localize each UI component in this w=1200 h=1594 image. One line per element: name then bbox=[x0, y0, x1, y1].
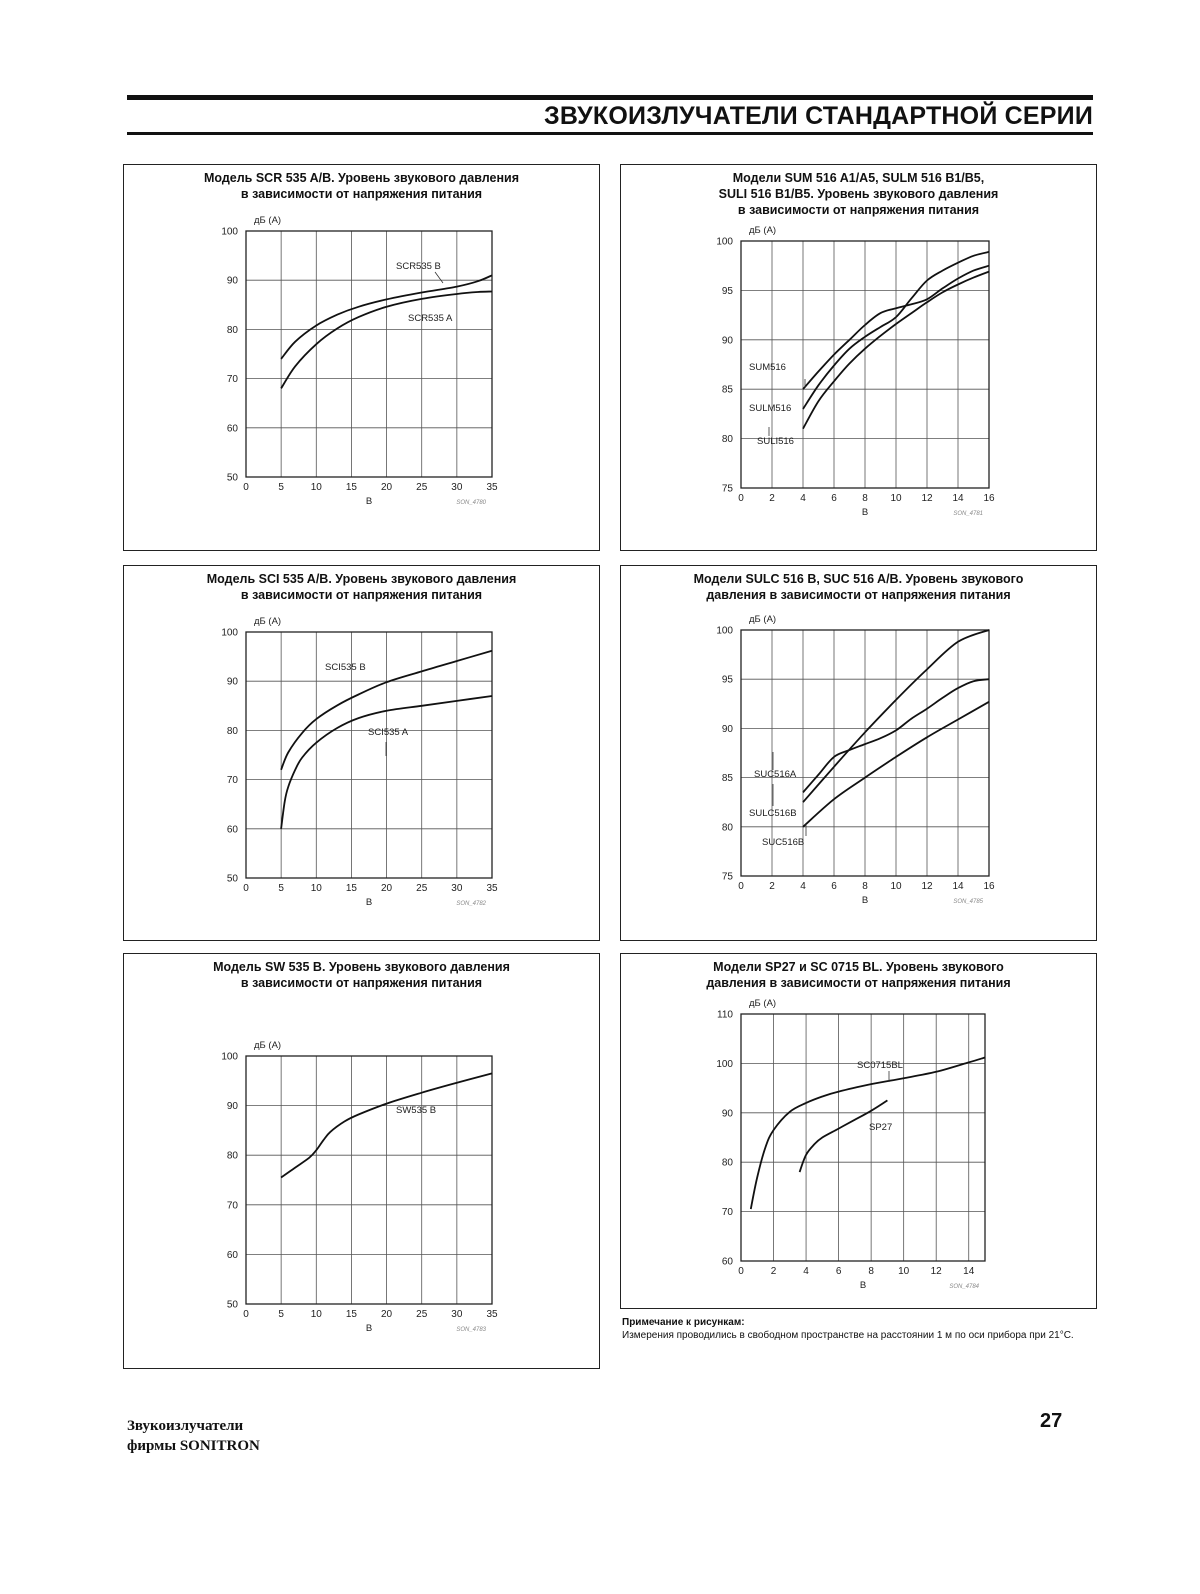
series-line bbox=[800, 1100, 888, 1172]
y-tick-label: 70 bbox=[226, 374, 238, 386]
x-axis-label: В bbox=[859, 1280, 867, 1291]
x-tick-label: 0 bbox=[243, 482, 249, 493]
y-axis-label: дБ (А) bbox=[254, 1040, 282, 1051]
x-tick-label: 16 bbox=[983, 881, 995, 892]
x-tick-label: 6 bbox=[831, 881, 837, 892]
y-tick-label: 85 bbox=[721, 384, 733, 396]
x-tick-label: 12 bbox=[921, 493, 933, 504]
x-tick-label: 5 bbox=[278, 883, 284, 894]
chart-panel-sci535 bbox=[123, 565, 600, 941]
page-number: 27 bbox=[1040, 1410, 1063, 1432]
footer-publisher bbox=[127, 1416, 260, 1456]
series-line bbox=[751, 1058, 985, 1210]
note-text: Измерения проводились в свободном пространстве на расстоянии 1 м по оси прибора при 21°С. bbox=[622, 1330, 1074, 1341]
y-tick-label: 60 bbox=[721, 1256, 733, 1268]
x-tick-label: 2 bbox=[769, 493, 775, 504]
x-tick-label: 0 bbox=[738, 881, 744, 892]
y-tick-label: 80 bbox=[226, 1150, 238, 1162]
y-axis-label: дБ (А) bbox=[254, 616, 282, 627]
y-tick-label: 100 bbox=[716, 625, 733, 637]
x-tick-label: 30 bbox=[451, 1309, 463, 1320]
y-tick-label: 50 bbox=[226, 873, 238, 885]
y-tick-label: 50 bbox=[226, 1299, 238, 1311]
x-tick-label: 4 bbox=[800, 881, 806, 892]
plot-area bbox=[246, 231, 492, 477]
y-tick-label: 95 bbox=[721, 285, 733, 297]
series-label: SUM516 bbox=[749, 362, 786, 373]
y-tick-label: 90 bbox=[226, 676, 238, 688]
chart-svg bbox=[621, 165, 1098, 552]
x-tick-label: 20 bbox=[381, 883, 393, 894]
x-tick-label: 8 bbox=[862, 881, 868, 892]
x-tick-label: 0 bbox=[243, 883, 249, 894]
series-label: SP27 bbox=[869, 1122, 893, 1133]
x-tick-label: 14 bbox=[952, 881, 964, 892]
x-tick-label: 10 bbox=[310, 883, 322, 894]
chart-title: Модель SW 535 B. Уровень звукового давления в зависимости от напряжения питания bbox=[213, 960, 510, 990]
x-tick-label: 6 bbox=[835, 1266, 842, 1277]
header-rule-bottom bbox=[127, 132, 1093, 135]
y-tick-label: 90 bbox=[226, 1101, 238, 1113]
chart-svg bbox=[621, 566, 1098, 942]
figure-code: SON_4782 bbox=[456, 901, 486, 907]
plot-area bbox=[246, 632, 492, 878]
x-tick-label: 12 bbox=[930, 1266, 942, 1277]
y-tick-label: 75 bbox=[721, 483, 733, 495]
y-tick-label: 85 bbox=[721, 773, 733, 785]
figure-code: SON_4785 bbox=[953, 899, 983, 905]
chart-title: Модели SULC 516 B, SUC 516 A/B. Уровень звукового давления в зависимости от напряжения питания bbox=[693, 572, 1024, 602]
y-tick-label: 90 bbox=[721, 335, 733, 347]
x-tick-label: 25 bbox=[416, 1309, 428, 1320]
x-tick-label: 25 bbox=[416, 883, 428, 894]
x-axis-label: В bbox=[365, 496, 373, 507]
y-tick-label: 100 bbox=[716, 1058, 733, 1070]
y-tick-label: 80 bbox=[226, 725, 238, 737]
x-tick-label: 8 bbox=[868, 1266, 874, 1277]
x-tick-label: 10 bbox=[890, 493, 902, 504]
chart-panel-sulc516 bbox=[620, 565, 1097, 941]
x-tick-label: 30 bbox=[451, 482, 463, 493]
x-axis-label: В bbox=[861, 895, 869, 906]
series-label: SULM516 bbox=[749, 403, 792, 414]
series-label: SCI535 A bbox=[368, 727, 409, 738]
chart-title: Модель SCR 535 A/B. Уровень звукового давления в зависимости от напряжения питания bbox=[203, 171, 520, 201]
x-tick-label: 10 bbox=[310, 1309, 322, 1320]
x-tick-label: 15 bbox=[345, 1309, 357, 1320]
footer-line-2: фирмы SONITRON bbox=[127, 1438, 260, 1454]
x-tick-label: 5 bbox=[278, 1309, 284, 1320]
series-label: SULI516 bbox=[757, 436, 794, 447]
x-tick-label: 0 bbox=[243, 1309, 249, 1320]
y-axis-label: дБ (А) bbox=[254, 215, 282, 226]
series-label: SUC516B bbox=[762, 837, 805, 848]
x-tick-label: 14 bbox=[952, 493, 964, 504]
figure-code: SON_4780 bbox=[456, 500, 486, 506]
x-tick-label: 10 bbox=[890, 881, 902, 892]
x-tick-label: 35 bbox=[486, 482, 498, 493]
x-tick-label: 2 bbox=[769, 881, 775, 892]
x-tick-label: 0 bbox=[738, 1266, 744, 1277]
chart-panel-sw535 bbox=[123, 953, 600, 1369]
x-tick-label: 20 bbox=[381, 482, 393, 493]
plot-area bbox=[741, 1014, 985, 1261]
y-tick-label: 90 bbox=[721, 723, 733, 735]
series-label: SCR535 A bbox=[408, 313, 453, 324]
figure-code: SON_4781 bbox=[953, 511, 983, 517]
chart-panel-scr535 bbox=[123, 164, 600, 551]
chart-svg bbox=[124, 954, 601, 1370]
y-tick-label: 50 bbox=[226, 472, 238, 484]
x-tick-label: 20 bbox=[381, 1309, 393, 1320]
chart-svg bbox=[621, 954, 1098, 1310]
x-tick-label: 8 bbox=[862, 493, 868, 504]
y-tick-label: 100 bbox=[221, 226, 238, 238]
x-axis-label: В bbox=[861, 507, 869, 518]
x-tick-label: 10 bbox=[898, 1266, 910, 1277]
x-tick-label: 30 bbox=[451, 883, 463, 894]
x-tick-label: 0 bbox=[738, 493, 744, 504]
figure-code: SON_4784 bbox=[949, 1284, 979, 1290]
x-tick-label: 4 bbox=[800, 493, 806, 504]
x-tick-label: 16 bbox=[983, 493, 995, 504]
x-tick-label: 10 bbox=[310, 482, 322, 493]
x-tick-label: 12 bbox=[921, 881, 933, 892]
chart-svg bbox=[124, 165, 601, 552]
plot-area bbox=[246, 1056, 492, 1304]
header-rule-top bbox=[127, 95, 1093, 100]
series-label: SCR535 B bbox=[396, 261, 441, 272]
y-tick-label: 90 bbox=[226, 275, 238, 287]
note-title: Примечание к рисункам: bbox=[622, 1317, 745, 1328]
series-label: SUC516A bbox=[754, 769, 797, 780]
y-tick-label: 95 bbox=[721, 674, 733, 686]
footer-line-1: Звукоизлучатели bbox=[127, 1418, 244, 1434]
chart-panel-sp27 bbox=[620, 953, 1097, 1309]
y-tick-label: 75 bbox=[721, 871, 733, 883]
figure-code: SON_4783 bbox=[456, 1327, 486, 1333]
y-tick-label: 70 bbox=[226, 1200, 238, 1212]
x-tick-label: 15 bbox=[345, 482, 357, 493]
chart-svg bbox=[124, 566, 601, 942]
y-tick-label: 100 bbox=[716, 236, 733, 248]
figure-note bbox=[622, 1316, 1082, 1342]
chart-panel-sum516 bbox=[620, 164, 1097, 551]
y-tick-label: 80 bbox=[226, 324, 238, 336]
x-tick-label: 14 bbox=[963, 1266, 975, 1277]
y-tick-label: 60 bbox=[226, 824, 238, 836]
y-tick-label: 70 bbox=[226, 775, 238, 787]
chart-title: Модели SP27 и SC 0715 BL. Уровень звукового давления в зависимости от напряжения питания bbox=[706, 960, 1011, 990]
y-axis-label: дБ (А) bbox=[749, 614, 777, 625]
series-label: SCI535 B bbox=[325, 662, 366, 673]
x-tick-label: 35 bbox=[486, 883, 498, 894]
label-leader-line bbox=[435, 272, 443, 283]
page-header: ЗВУКОИЗЛУЧАТЕЛИ СТАНДАРТНОЙ СЕРИИ bbox=[544, 102, 1093, 130]
x-tick-label: 4 bbox=[803, 1266, 809, 1277]
x-tick-label: 6 bbox=[831, 493, 837, 504]
chart-title: Модель SCI 535 A/B. Уровень звукового давления в зависимости от напряжения питания bbox=[206, 572, 517, 602]
y-tick-label: 110 bbox=[717, 1009, 733, 1021]
y-tick-label: 70 bbox=[721, 1207, 733, 1219]
y-tick-label: 60 bbox=[226, 423, 238, 435]
x-tick-label: 15 bbox=[345, 883, 357, 894]
y-tick-label: 80 bbox=[721, 822, 733, 834]
y-axis-label: дБ (А) bbox=[749, 998, 777, 1009]
y-tick-label: 100 bbox=[221, 627, 238, 639]
y-tick-label: 100 bbox=[221, 1051, 238, 1063]
series-label: SW535 B bbox=[396, 1105, 437, 1116]
y-tick-label: 80 bbox=[721, 434, 733, 446]
x-tick-label: 25 bbox=[416, 482, 428, 493]
chart-title: Модели SUM 516 A1/A5, SULM 516 B1/B5, SULI 516 B1/B5. Уровень звукового давления в зависимости от напряжения питания bbox=[718, 171, 999, 217]
y-tick-label: 80 bbox=[721, 1157, 733, 1169]
series-label: SC0715BL bbox=[857, 1060, 903, 1071]
x-tick-label: 35 bbox=[486, 1309, 498, 1320]
y-tick-label: 60 bbox=[226, 1249, 238, 1261]
x-axis-label: В bbox=[365, 1323, 373, 1334]
x-tick-label: 5 bbox=[278, 482, 284, 493]
y-axis-label: дБ (А) bbox=[749, 225, 777, 236]
x-tick-label: 2 bbox=[770, 1266, 777, 1277]
series-label: SULC516B bbox=[749, 808, 797, 819]
y-tick-label: 90 bbox=[721, 1108, 733, 1120]
x-axis-label: В bbox=[365, 897, 373, 908]
